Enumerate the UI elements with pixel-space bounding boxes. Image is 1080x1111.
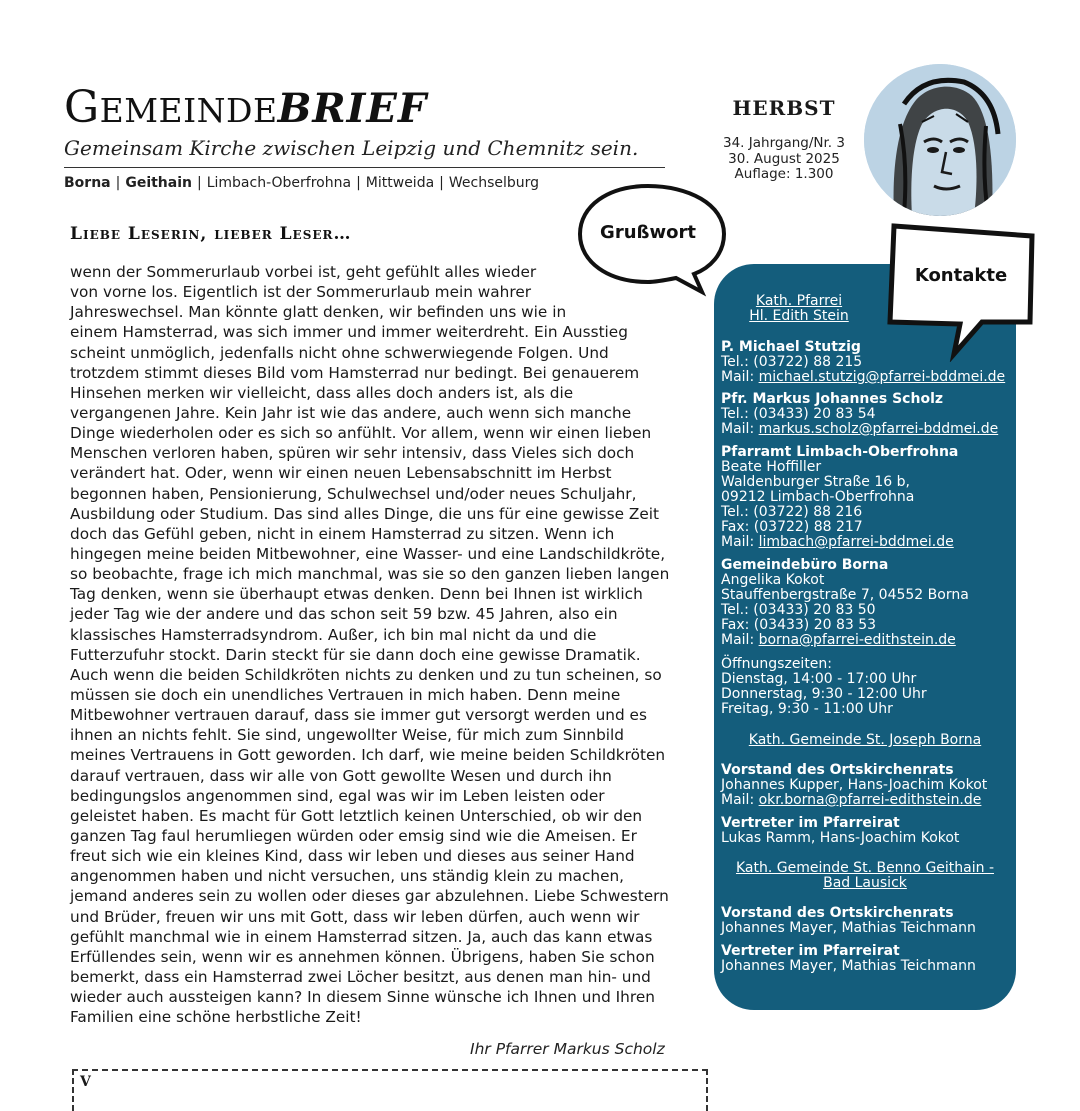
greeting-signature: Ihr Pfarrer Markus Scholz: [470, 1040, 665, 1058]
parish-mittweida: Mittweida: [365, 175, 435, 191]
issue-info: [700, 136, 868, 183]
title-first-word: EMEINDE: [99, 91, 278, 130]
limbach-person: Beate Hoffiller: [721, 459, 822, 475]
greeting-body-line: Auch wenn die beiden Schildkröten nichts zu denken und zu tun scheinen, so: [70, 665, 662, 684]
hours-friday: Freitag, 9:30 - 11:00 Uhr: [721, 701, 893, 717]
issue-volume: 34. Jahrgang/Nr. 3: [723, 135, 845, 151]
scholz-tel: Tel.: (03433) 20 83 54: [721, 406, 876, 422]
greeting-body-line: wieder auch aussteigen kann? In diesem Sinne wünsche ich Ihnen und Ihren: [70, 988, 655, 1007]
opening-hours: [721, 657, 927, 717]
greeting-body-line: vergangenen Jahre. Kein Jahr ist wie das andere, auch wenn sich manche: [70, 403, 632, 422]
greeting-body-line: ihnen an nichts fehlt. Sie sind, ungewollter Weise, für mich zum Sinnbild: [70, 726, 625, 745]
borna-tel: Tel.: (03433) 20 83 50: [721, 602, 876, 618]
joseph-council-title: Vertreter im Pfarreirat: [721, 815, 900, 831]
greeting-body: [70, 262, 700, 1027]
greeting-body-line: Erfüllendes sein, wenn wir es annehmen können. Übrigens, haben Sie schon: [70, 947, 655, 966]
scholz-mail-link[interactable]: markus.scholz@pfarrei-bddmei.de: [758, 421, 999, 437]
joseph-board: [721, 763, 987, 808]
borna-person: Angelika Kokot: [721, 572, 825, 588]
joseph-council: [721, 816, 959, 846]
benno-council: [721, 944, 976, 974]
stutzig-mail-label: Mail:: [721, 369, 759, 385]
benno-board-title: Vorstand des Ortskirchenrats: [721, 905, 954, 921]
joseph-link[interactable]: Kath. Gemeinde St. Joseph Borna: [748, 732, 982, 748]
greeting-body-line: freut sich wie ein kleines Kind, dass wir leben und dieses aus seiner Hand: [70, 847, 635, 866]
joseph-board-mail-label: Mail:: [721, 792, 759, 808]
benno-council-names: Johannes Mayer, Mathias Teichmann: [721, 958, 976, 974]
greeting-body-line: bedingungslos angenommen sind, egal was wir im Leben leisten oder: [70, 786, 605, 805]
title-second-word: BRIEF: [277, 85, 428, 132]
joseph-council-names: Lukas Ramm, Hans-Joachim Kokot: [721, 830, 960, 846]
contact-borna-office: [721, 558, 969, 648]
greeting-body-line: klassisches Hamsterradsyndrom. Außer, ich bin mal nicht da und die: [70, 625, 597, 644]
greeting-body-line: begonnen haben, Pensionierung, Schulwechsel und/oder neues Schuljahr,: [70, 484, 637, 503]
title-initial: G: [64, 82, 100, 133]
greeting-body-line: Menschen verloren haben, spüren wir sehr intensiv, dass Vieles sich doch: [70, 444, 635, 463]
greeting-body-line: einem Hamsterrad, was sich immer und immer weiterdreht. Ein Ausstieg: [70, 323, 628, 342]
issue-date: 30. August 2025: [728, 150, 840, 167]
limbach-street: Waldenburger Straße 16 b,: [721, 474, 910, 490]
hours-thursday: Donnerstag, 9:30 - 12:00 Uhr: [721, 686, 927, 702]
season-label: HERBST: [732, 96, 836, 120]
greeting-body-line: trotzdem stimmt dieses Bild vom Hamsterrad nur bedingt. Bei genauerem: [70, 363, 640, 382]
parish-list: Borna | Geithain | Limbach-Oberfrohna | Mittweida | Wechselburg: [64, 175, 540, 191]
greeting-body-line: wenn der Sommerurlaub vorbei ist, geht gefühlt alles wieder: [70, 263, 537, 281]
greeting-body-line: meines Vertrauens in Gott geworden. Ich darf, wie meine beiden Schildkröten: [70, 746, 666, 765]
greeting-heading: Liebe Leserin, lieber Leser…: [70, 224, 352, 244]
parish-link-line1[interactable]: Kath. Pfarrei: [755, 293, 843, 309]
greeting-body-line: Familien eine schöne herbstliche Zeit!: [70, 1008, 362, 1027]
greeting-body-line: so beobachte, frage ich mich manchmal, was sie so den ganzen lieben langen: [70, 565, 670, 584]
scholz-name: Pfr. Markus Johannes Scholz: [721, 391, 944, 407]
borna-mail-link[interactable]: borna@pfarrei-edithstein.de: [758, 632, 956, 648]
greeting-body-line: Mitbewohner vertrauen darauf, dass sie immer gut versorgt werden und es: [70, 706, 647, 725]
borna-title: Gemeindebüro Borna: [721, 557, 889, 573]
limbach-mail-link[interactable]: limbach@pfarrei-bddmei.de: [758, 534, 954, 550]
greeting-body-line: scheint unmöglich, jedenfalls nicht ohne schwerwiegende Folgen. Und: [70, 343, 609, 362]
newsletter-subtitle: Gemeinsam Kirche zwischen Leipzig und Chemnitz sein.: [64, 136, 639, 160]
stutzig-name: P. Michael Stutzig: [721, 339, 861, 355]
stutzig-mail-link[interactable]: michael.stutzig@pfarrei-bddmei.de: [758, 369, 1006, 385]
benno-board: [721, 906, 976, 936]
benno-parish-link[interactable]: [714, 861, 1016, 891]
greeting-body-line: Tag denken, wenn sie überhaupt etwas denken. Denn bei Ihnen ist wirklich: [70, 585, 643, 604]
greeting-body-line: hingegen meine beiden Mitbewohner, eine Wasser- und eine Landschildkröte,: [70, 544, 666, 563]
limbach-title: Pfarramt Limbach-Oberfrohna: [721, 444, 959, 460]
parish-link-line2[interactable]: Hl. Edith Stein: [749, 308, 849, 324]
contact-stutzig: [721, 340, 1005, 385]
joseph-board-names: Johannes Kupper, Hans-Joachim Kokot: [721, 777, 988, 793]
portrait-sketch-icon: [864, 64, 1016, 216]
greeting-body-line: Dinge wiederholen oder es sich so anfühlt. Vor allem, wenn wir einen lieben: [70, 424, 652, 443]
limbach-fax: Fax: (03722) 88 217: [721, 519, 863, 535]
joseph-board-title: Vorstand des Ortskirchenrats: [721, 762, 954, 778]
greeting-body-line: Jahreswechsel. Man könnte glatt denken, wir befinden uns wie in: [70, 303, 567, 322]
greeting-body-line: gefühlt manchmal wie in einem Hamsterrad sitzen. Ja, auch das kann etwas: [70, 927, 653, 946]
benno-link-line2[interactable]: Bad Lausick: [823, 875, 907, 891]
borna-fax: Fax: (03433) 20 83 53: [721, 617, 877, 633]
saint-portrait-image: [864, 64, 1016, 216]
hours-title: Öffnungszeiten:: [721, 656, 833, 672]
hours-tuesday: Dienstag, 14:00 - 17:00 Uhr: [721, 671, 917, 687]
parish-limbach: Limbach-Oberfrohna: [206, 175, 352, 191]
greeting-body-line: angenommen haben und nicht versuchen, uns ständig klein zu machen,: [70, 867, 625, 886]
contacts-bubble-label: Kontakte: [914, 265, 1008, 286]
greeting-body-line: jeder Tag wie der andere und das schon seit 59 bzw. 45 Jahren, also ein: [70, 605, 618, 624]
greeting-bubble-label: Grußwort: [600, 222, 696, 243]
benno-council-title: Vertreter im Pfarreirat: [721, 943, 900, 959]
borna-mail-label: Mail:: [721, 632, 759, 648]
stutzig-tel: Tel.: (03722) 88 215: [721, 354, 863, 370]
issue-circulation: Auflage: 1.300: [734, 166, 834, 182]
borna-street: Stauffenbergstraße 7, 04552 Borna: [721, 587, 969, 603]
greeting-body-line: darauf vertrauen, dass wir alle von Gott gewollte Wesen und durch ihn: [70, 766, 612, 785]
parish-geithain: Geithain: [125, 175, 192, 191]
greeting-body-line: doch das Gefühl geben, nicht in einem Hamsterrad zu sitzen. Wenn ich: [70, 524, 615, 543]
dashed-box: [72, 1069, 708, 1111]
parish-link[interactable]: [714, 294, 884, 324]
greeting-body-line: bemerkt, dass ein Hamsterrad zwei Löcher besitzt, aus denen man hin- und: [70, 967, 651, 986]
contact-scholz: [721, 392, 998, 437]
greeting-body-line: von vorne los. Eigentlich ist der Sommerurlaub mein wahrer: [70, 283, 532, 302]
joseph-parish-link[interactable]: [714, 733, 1016, 748]
parish-wechselburg: Wechselburg: [448, 175, 540, 191]
greeting-body-line: und Brüder, freuen wir uns mit Gott, dass wir leben dürfen, auch wenn wir: [70, 907, 640, 926]
greeting-body-line: Hinsehen merken wir vielleicht, dass alles doch anders ist, als die: [70, 383, 574, 402]
joseph-board-mail-link[interactable]: okr.borna@pfarrei-edithstein.de: [758, 792, 982, 808]
greeting-body-line: verändert hat. Oder, wenn wir einen neuen Lebensabschnitt im Herbst: [70, 464, 612, 483]
greeting-body-line: Ausbildung oder Studium. Das sind alles Dinge, die uns für eine gewisse Zeit: [70, 504, 660, 523]
greeting-body-line: Futterzufuhr stockt. Darin steckt für sie dann doch eine gewisse Dramatik.: [70, 645, 641, 664]
dashed-box-mark: V: [80, 1074, 91, 1090]
benno-board-names: Johannes Mayer, Mathias Teichmann: [721, 920, 976, 936]
scholz-mail-label: Mail:: [721, 421, 759, 437]
parish-borna: Borna: [64, 175, 111, 191]
greeting-body-line: jemand anderes sein zu wollen oder dieses gar abzulehnen. Liebe Schwestern: [70, 887, 669, 906]
contact-limbach-office: [721, 445, 958, 550]
limbach-city: 09212 Limbach-Oberfrohna: [721, 489, 915, 505]
greeting-body-line: ganzen Tag faul herumliegen würden oder emsig sind wie die Ameisen. Er: [70, 826, 637, 845]
header-divider: [64, 167, 665, 168]
limbach-tel: Tel.: (03722) 88 216: [721, 504, 863, 520]
benno-link-line1[interactable]: Kath. Gemeinde St. Benno Geithain -: [735, 860, 994, 876]
limbach-mail-label: Mail:: [721, 534, 759, 550]
greeting-body-line: müssen sie doch ein unendliches Vertrauen in mich haben. Denn meine: [70, 685, 621, 704]
greeting-body-line: geleistet haben. Es macht für Gott letztlich keinen Unterschied, ob wir den: [70, 806, 643, 825]
newsletter-title: [64, 82, 428, 133]
